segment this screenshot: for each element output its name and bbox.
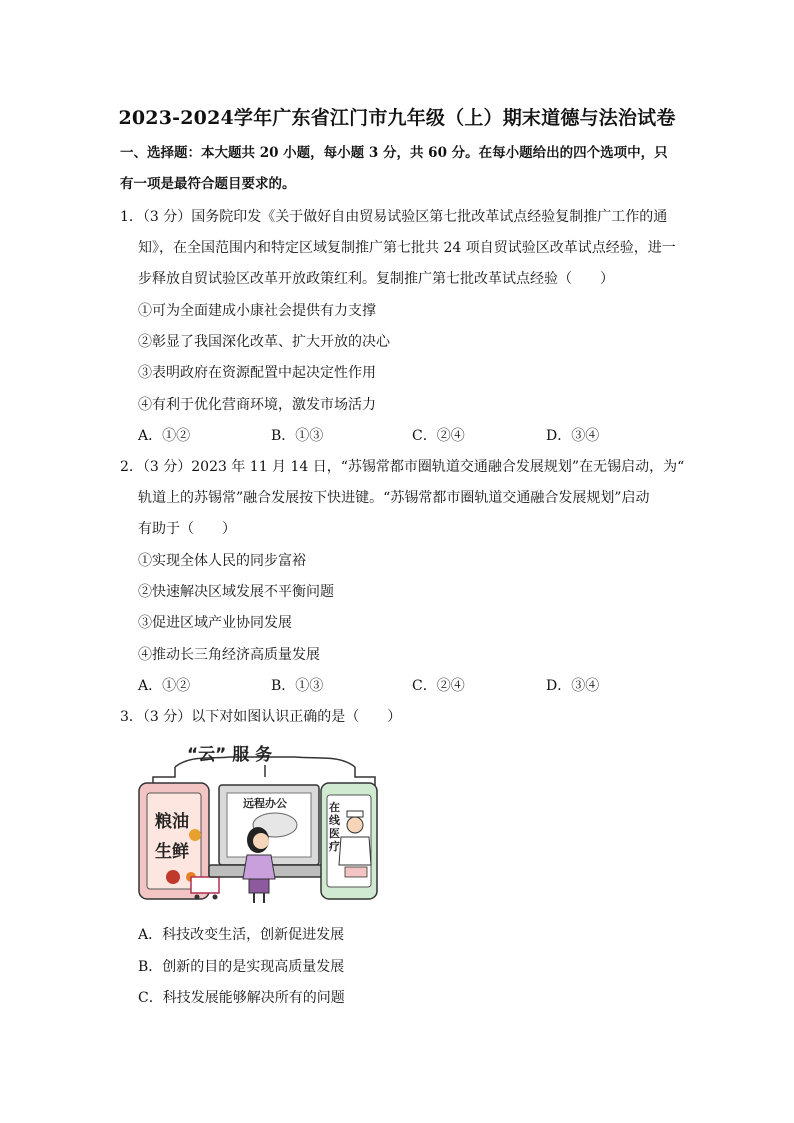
doctor-face (347, 817, 363, 833)
q1-choice-c[interactable]: C．②④ (412, 428, 465, 444)
q2-choice-d[interactable]: D．③④ (546, 678, 600, 694)
q1-stem-line-3: 步释放自贸试验区改革开放政策红利。复制推广第七批改革试点经验（ ） (138, 271, 614, 287)
q1-choice-a[interactable]: A．①② (138, 428, 191, 444)
q1-choice-d[interactable]: D．③④ (546, 428, 600, 444)
q2-choice-c[interactable]: C．②④ (412, 678, 465, 694)
grain-oil-label: 粮油 (155, 812, 189, 832)
online-medical-char-4: 疗 (329, 840, 340, 853)
section-heading (120, 138, 680, 200)
q1-choice-b[interactable]: B．①③ (271, 428, 324, 444)
fresh-food-label: 生鲜 (155, 842, 189, 862)
q2-statement-3: ③促进区域产业协同发展 (138, 615, 292, 631)
q2-stem-line-1: 2．（3 分）2023 年 11 月 14 日，“苏锡常都市圈轨道交通融合发展规划”在无锡启动，为“ (120, 459, 685, 475)
q2-statement-2: ②快速解决区域发展不平衡问题 (138, 584, 334, 600)
q1-stem-line-1: 1．（3 分）国务院印发《关于做好自由贸易试验区第七批改革试点经验复制推广工作的通 (120, 209, 668, 225)
woman-face (253, 833, 269, 849)
q3-choice-b[interactable]: B．创新的目的是实现高质量发展 (138, 959, 345, 975)
q1-statement-2: ②彰显了我国深化改革、扩大开放的决心 (138, 334, 390, 350)
doctor-cap (347, 811, 363, 817)
q3-choice-a[interactable]: A．科技改变生活，创新促进发展 (138, 927, 345, 943)
online-medical-char-1: 在 (329, 801, 340, 814)
q2-statement-1: ①实现全体人民的同步富裕 (138, 553, 306, 569)
cloud-services-illustration (135, 737, 385, 905)
exam-title: 2023-2024学年广东省江门市九年级（上）期末道德与法治试卷 (118, 107, 676, 129)
q2-choice-a[interactable]: A．①② (138, 678, 191, 694)
online-medical-char-3: 医 (329, 827, 340, 840)
q2-stem-line-3: 有助于（ ） (138, 521, 236, 537)
q1-statement-3: ③表明政府在资源配置中起决定性作用 (138, 365, 376, 381)
doctor-desk-sign (345, 867, 367, 877)
section-heading-line-1: 一、选择题：本大题共 20 小题，每小题 3 分，共 60 分。在每小题给出的四个选项中，只 (120, 145, 668, 161)
section-heading-line-2: 有一项是最符合题目要求的。 (120, 176, 296, 192)
shopping-cart-icon (191, 877, 219, 893)
q1-statement-4: ④有利于优化营商环境，激发市场活力 (138, 397, 376, 413)
q1-stem-line-2: 知》，在全国范围内和特定区域复制推广第七批共 24 项自贸试验区改革试点经验，进一 (138, 240, 676, 256)
woman-body (243, 855, 275, 879)
grocery-apple-icon (166, 870, 180, 884)
online-medical-char-2: 线 (329, 814, 340, 827)
q2-statement-4: ④推动长三角经济高质量发展 (138, 647, 320, 663)
woman-skirt (249, 879, 269, 893)
remote-office-label: 远程办公 (243, 797, 287, 810)
q1-statement-1: ①可为全面建成小康社会提供有力支撑 (138, 303, 376, 319)
cloud-service-label: “云” 服 务 (187, 745, 273, 765)
q3-stem-line-1: 3．（3 分）以下对如图认识正确的是（ ） (120, 709, 402, 725)
doctor-coat (339, 837, 371, 865)
q2-stem-line-2: 轨道上的苏锡常”融合发展按下快进键。“苏锡常都市圈轨道交通融合发展规划”启动 (138, 490, 650, 506)
grocery-orange-icon (189, 829, 201, 841)
q3-choice-c[interactable]: C．科技发展能够解决所有的问题 (138, 990, 345, 1006)
q2-choice-b[interactable]: B．①③ (271, 678, 324, 694)
